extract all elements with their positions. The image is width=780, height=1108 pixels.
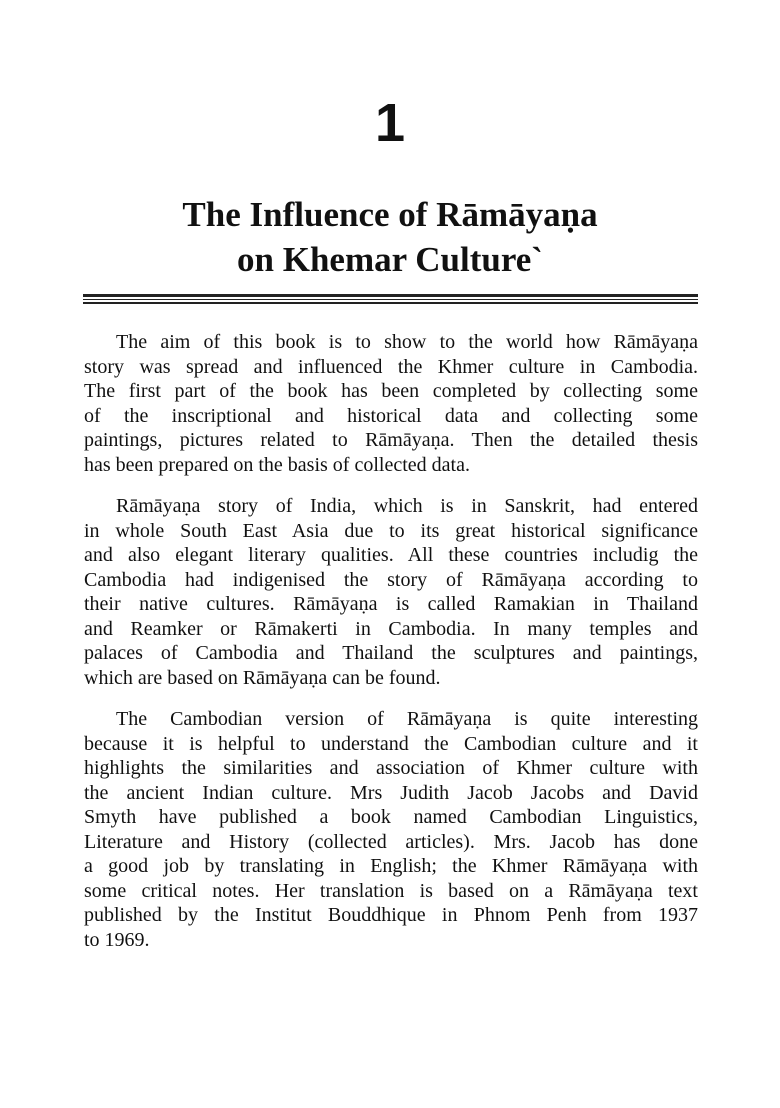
text-line: the ancient Indian culture. Mrs Judith Jacob Jacobs and David (84, 781, 698, 804)
title-divider (83, 302, 698, 304)
text-line: Smyth have published a book named Cambodian Linguistics, (84, 806, 698, 828)
text-line: Rāmāyaṇa story of India, which is in Sanskrit, had entered (116, 495, 698, 517)
text-line: Literature and History (collected articles). Mrs. Jacob has done (84, 830, 698, 853)
body-text (84, 330, 698, 969)
text-line: in whole South East Asia due to its great historical significance (84, 519, 698, 542)
text-line: has been prepared on the basis of collected data. (84, 453, 470, 476)
text-line: published by the Institut Bouddhique in Phnom Penh from 1937 (84, 904, 698, 926)
chapter-number: 1 (374, 93, 406, 153)
paragraph (84, 707, 698, 952)
text-line: palaces of Cambodia and Thailand the sculptures and paintings, (84, 642, 698, 664)
text-line: The Cambodian version of Rāmāyaṇa is quite interesting (116, 708, 698, 730)
text-line: paintings, pictures related to Rāmāyaṇa. Then the detailed thesis (84, 429, 698, 451)
text-line: which are based on Rāmāyaṇa can be found. (84, 666, 441, 689)
text-line: some critical notes. Her translation is based on a Rāmāyaṇa text (84, 879, 698, 902)
text-line: The first part of the book has been completed by collecting some (84, 380, 698, 402)
text-line: their native cultures. Rāmāyaṇa is called Ramakian in Thailand (84, 593, 698, 615)
text-line: The aim of this book is to show to the world how Rāmāyaṇa (116, 331, 698, 353)
text-line: of the inscriptional and historical data and collecting some (84, 404, 698, 427)
title-divider (83, 294, 698, 297)
text-line: because it is helpful to understand the Cambodian culture and it (84, 732, 698, 755)
text-line: and also elegant literary qualities. All these countries includig the (84, 544, 698, 566)
paragraph (84, 330, 698, 477)
chapter-title-line: on Khemar Culture` (237, 240, 543, 279)
text-line: story was spread and influenced the Khmer culture in Cambodia. (84, 355, 698, 378)
chapter-title-line: The Influence of Rāmāyaṇa (182, 195, 598, 234)
text-line: Cambodia had indigenised the story of Rāmāyaṇa according to (84, 568, 698, 591)
paragraph (84, 494, 698, 690)
text-line: a good job by translating in English; the Khmer Rāmāyaṇa with (84, 855, 698, 877)
title-divider (83, 299, 698, 300)
text-line: to 1969. (84, 928, 150, 951)
chapter-title (0, 192, 780, 282)
text-line: highlights the similarities and association of Khmer culture with (84, 757, 698, 779)
text-line: and Reamker or Rāmakerti in Cambodia. In many temples and (84, 617, 698, 640)
